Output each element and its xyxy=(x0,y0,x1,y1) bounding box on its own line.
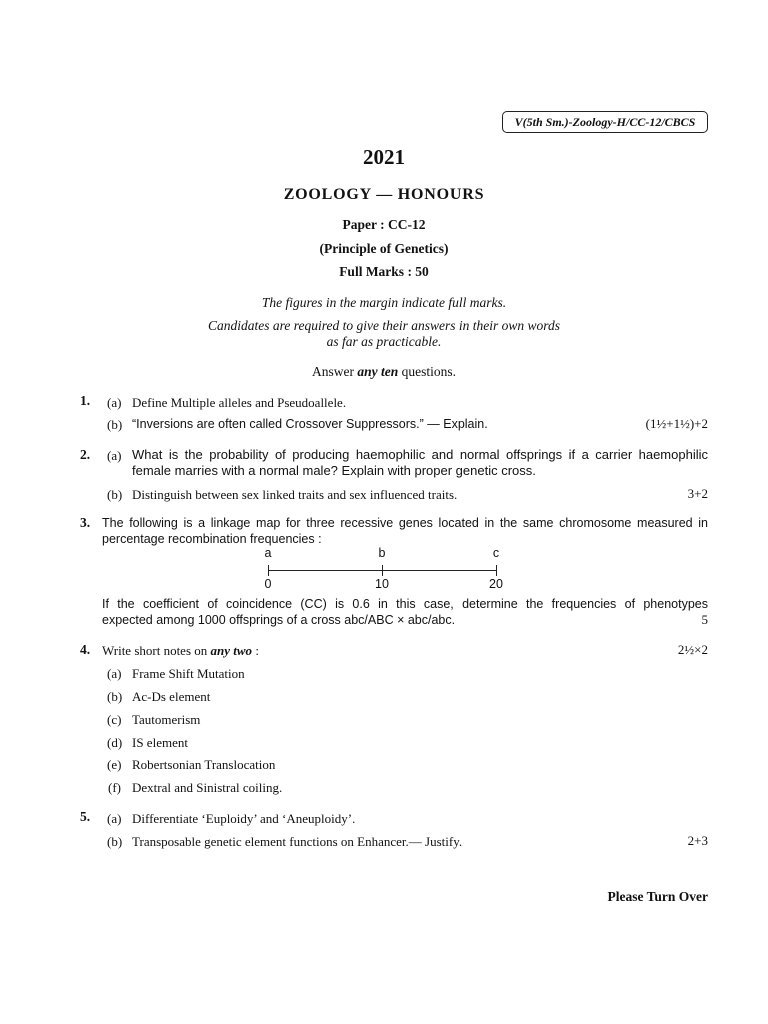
question-1b-label: (b) xyxy=(107,417,123,432)
answer-prefix: Answer xyxy=(311,364,354,379)
question-1-marks: (1½+1½)+2 xyxy=(645,416,708,431)
instruction-own-words xyxy=(0,318,768,350)
answer-instruction xyxy=(0,364,768,380)
linkage-tick-0 xyxy=(268,565,269,576)
paper-code: V(5th Sm.)-Zoology-H/CC-12/CBCS xyxy=(514,114,696,129)
question-4-item-label: (d) xyxy=(107,735,123,750)
question-2b-label: (b) xyxy=(107,487,123,502)
question-3-intro xyxy=(102,515,708,547)
question-4-item-label: (c) xyxy=(107,712,122,727)
linkage-gene-b: b xyxy=(378,546,386,560)
question-1a-text: Define Multiple alleles and Pseudoallele. xyxy=(132,395,347,410)
question-4-item-label: (a) xyxy=(107,666,122,681)
question-4-item-text: Frame Shift Mutation xyxy=(132,666,245,681)
answer-suffix: questions. xyxy=(401,364,457,379)
question-2a-text-line2: female marries with a normal male? Explain with proper genetic cross. xyxy=(132,463,536,478)
question-4-item-text: IS element xyxy=(132,735,188,750)
question-5-number: 5. xyxy=(80,809,91,824)
question-2a-text xyxy=(132,447,708,479)
linkage-gene-c: c xyxy=(492,546,500,560)
question-4-intro-text: Write short notes on xyxy=(102,643,208,658)
question-2b-text: Distinguish between sex linked traits and sex influenced traits. xyxy=(132,487,458,502)
question-4-item-label: (e) xyxy=(107,757,122,772)
linkage-gene-a: a xyxy=(264,546,272,560)
question-3-intro-line2: percentage recombination frequencies : xyxy=(102,532,322,546)
question-3-body-line2: expected among 1000 offsprings of a cross abc/ABC × abc/abc. xyxy=(102,613,456,627)
question-2a-text-line1: What is the probability of producing haemophilic and normal offsprings if a carrier haemophilic xyxy=(132,447,708,462)
paper-topic: (Principle of Genetics) xyxy=(319,241,449,256)
question-2-marks: 3+2 xyxy=(687,486,708,501)
linkage-tick-20 xyxy=(496,565,497,576)
instruction-margin: The figures in the margin indicate full marks. xyxy=(261,295,507,310)
question-1b-text: “Inversions are often called Crossover Suppressors.” — Explain. xyxy=(132,417,488,431)
exam-year: 2021 xyxy=(363,145,405,169)
question-4-item-label: (f) xyxy=(108,780,121,795)
question-3-number: 3. xyxy=(80,515,91,530)
question-4-item-label: (b) xyxy=(107,689,123,704)
paper-code-box xyxy=(502,111,708,133)
linkage-position-20: 20 xyxy=(489,577,503,591)
question-3-body-line1: If the coefficient of coincidence (CC) is 0.6 in this case, determine the frequencies of phenotypes xyxy=(102,597,708,611)
question-5-marks: 2+3 xyxy=(687,833,708,848)
linkage-tick-10 xyxy=(382,565,383,576)
question-2-number: 2. xyxy=(80,447,91,462)
question-4-intro-emphasis: any two xyxy=(210,643,253,658)
question-4-item-text: Robertsonian Translocation xyxy=(132,757,276,772)
subject-title: ZOOLOGY — HONOURS xyxy=(283,186,485,203)
paper-number: Paper : CC-12 xyxy=(342,217,426,232)
question-3-marks: 5 xyxy=(701,612,708,627)
question-4-item-text: Dextral and Sinistral coiling. xyxy=(132,780,283,795)
question-4-intro-colon: : xyxy=(255,643,259,658)
question-4-intro xyxy=(102,642,259,659)
question-4-item-text: Ac-Ds element xyxy=(132,689,211,704)
answer-emphasis: any ten xyxy=(357,364,399,379)
instruction-own-words-line2: as far as practicable. xyxy=(326,334,442,349)
linkage-map xyxy=(250,546,520,596)
question-2a-label: (a) xyxy=(107,448,122,463)
linkage-position-10: 10 xyxy=(375,577,389,591)
question-1-number: 1. xyxy=(80,393,91,408)
full-marks: Full Marks : 50 xyxy=(339,264,429,279)
question-5a-label: (a) xyxy=(107,811,122,826)
question-5b-text: Transposable genetic element functions on Enhancer.— Justify. xyxy=(132,834,463,849)
question-3-body xyxy=(102,596,708,628)
instruction-own-words-line1: Candidates are required to give their answers in their own words xyxy=(208,318,560,333)
question-1a-label: (a) xyxy=(107,395,122,410)
question-5b-label: (b) xyxy=(107,834,123,849)
linkage-position-0: 0 xyxy=(264,577,272,591)
question-4-number: 4. xyxy=(80,642,91,657)
question-5a-text: Differentiate ‘Euploidy’ and ‘Aneuploidy’. xyxy=(132,811,356,826)
question-4-marks: 2½×2 xyxy=(677,642,708,657)
question-3-intro-line1: The following is a linkage map for three recessive genes located in the same chromosome measured in xyxy=(102,516,708,530)
question-4-item-text: Tautomerism xyxy=(132,712,201,727)
please-turn-over: Please Turn Over xyxy=(607,889,708,904)
